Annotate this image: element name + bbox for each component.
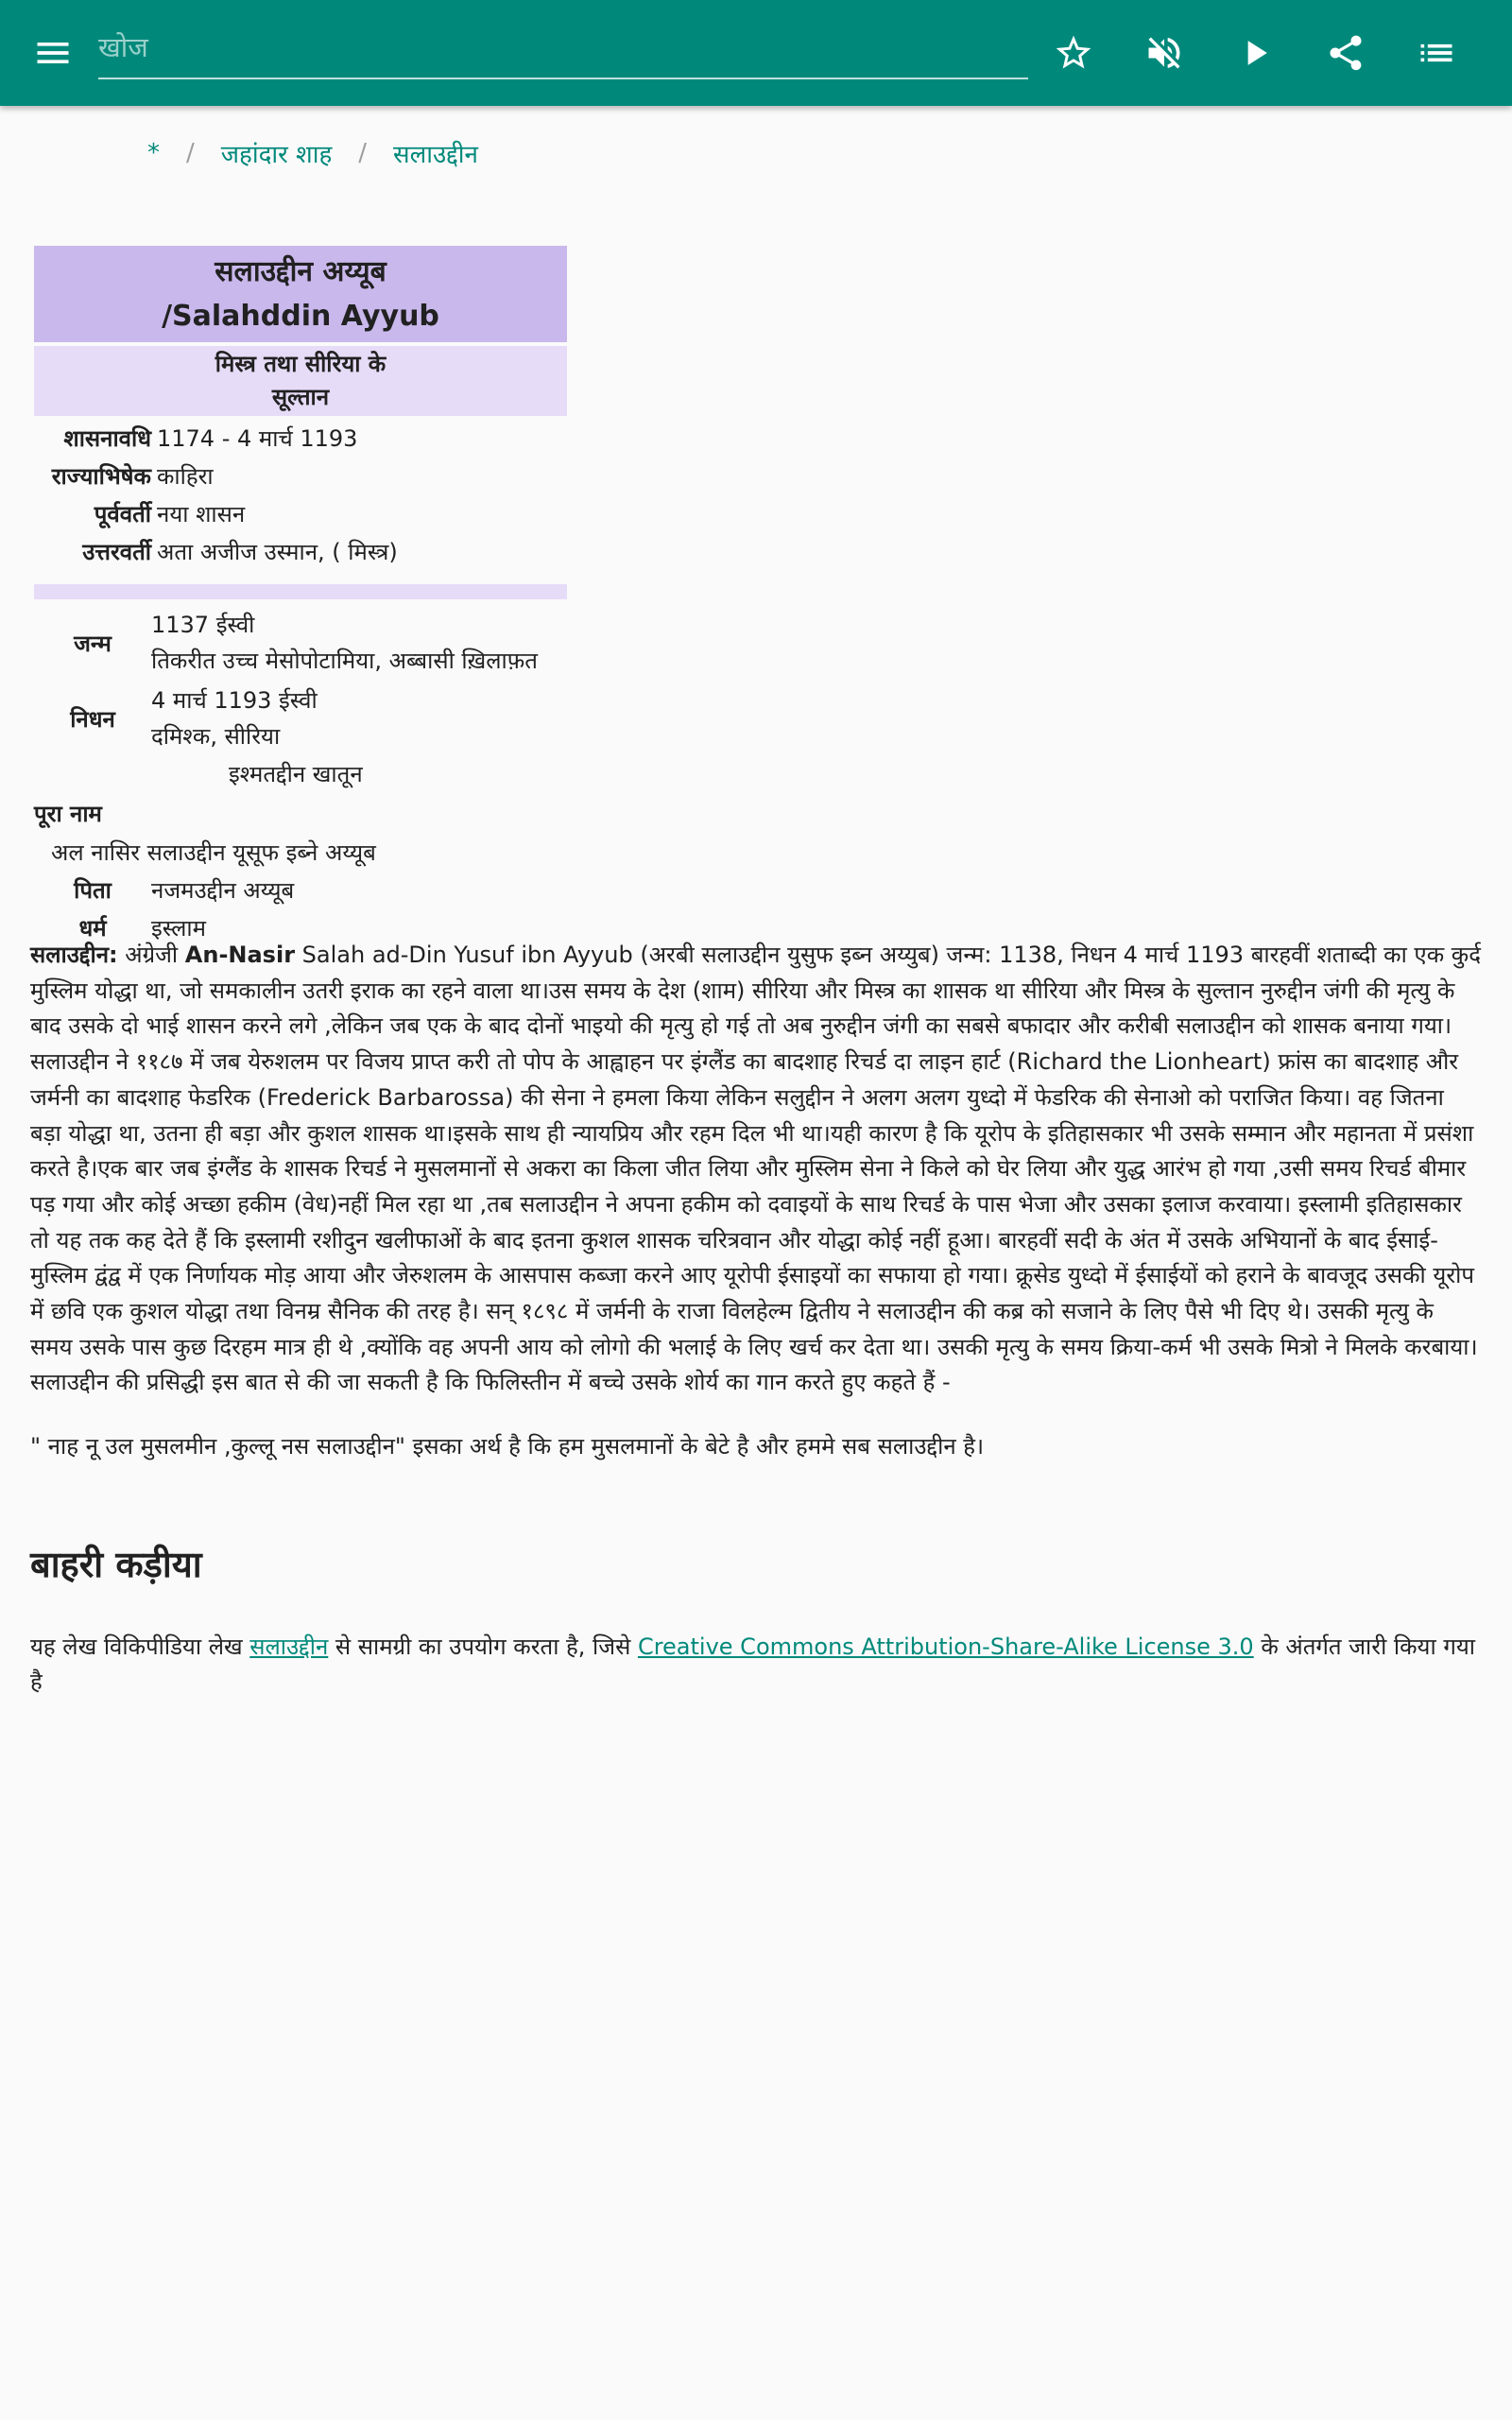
infobox-row-predecessor bbox=[34, 495, 567, 533]
infobox-subtitle-line1: मिस्त्र तथा सीरिया के bbox=[215, 351, 387, 377]
article-quote: " नाह नू उल मुसलमीन ,कुल्लू नस सलाउद्दीन" इसका अर्थ है कि हम मुसलमानों के बेटे है और हममे सब सलाउद्दीन है। bbox=[30, 1433, 985, 1461]
breadcrumb-root-link[interactable]: * bbox=[147, 139, 160, 167]
predecessor-label: पूर्ववर्ती bbox=[94, 501, 151, 527]
fullname-value: अल नासिर सलाउद्दीन यूसूफ इब्ने अय्यूब bbox=[51, 839, 376, 866]
infobox-subtitle-line2: सूल्तान bbox=[271, 384, 330, 410]
infobox-row-coronation bbox=[34, 458, 567, 495]
search-input[interactable] bbox=[98, 21, 1028, 74]
share-icon bbox=[1325, 32, 1366, 74]
star-outline-icon bbox=[1053, 32, 1094, 74]
menu-button[interactable] bbox=[25, 25, 81, 81]
article-paragraph bbox=[30, 938, 1482, 1401]
article-lead-name: An-Nasir bbox=[184, 942, 296, 968]
article-lead-text: अंग्रेजी bbox=[117, 942, 185, 968]
birth-value bbox=[151, 607, 567, 679]
predecessor-value: नया शासन bbox=[157, 501, 246, 527]
death-place: दमिश्क, सीरिया bbox=[151, 723, 281, 750]
app-toolbar bbox=[0, 0, 1512, 106]
infobox-row-father bbox=[34, 872, 567, 909]
religion-value: इस्लाम bbox=[151, 915, 206, 942]
menu-icon bbox=[32, 32, 74, 74]
volume-off-icon bbox=[1143, 32, 1185, 74]
infobox-subtitle bbox=[34, 346, 567, 416]
article-body bbox=[30, 938, 1482, 1465]
mute-button[interactable] bbox=[1136, 25, 1193, 81]
wikipedia-article-link[interactable]: सलाउद्दीन bbox=[249, 1634, 329, 1660]
coronation-label: राज्याभिषेक bbox=[51, 463, 151, 490]
breadcrumb-separator: / bbox=[186, 139, 195, 167]
death-value bbox=[151, 683, 567, 754]
death-label: निधन bbox=[70, 705, 115, 733]
father-label: पिता bbox=[74, 877, 112, 904]
infobox-title bbox=[34, 246, 567, 342]
coronation-value: काहिरा bbox=[157, 463, 214, 490]
play-icon bbox=[1234, 32, 1276, 74]
birth-date: 1137 ईस्वी bbox=[151, 612, 255, 638]
spouse-value: इश्मतद्दीन खातून bbox=[229, 761, 363, 787]
infobox-section-divider bbox=[34, 584, 567, 599]
cc-license-link[interactable]: Creative Commons Attribution-Share-Alike License 3.0 bbox=[637, 1634, 1254, 1660]
infobox bbox=[34, 246, 567, 947]
play-button[interactable] bbox=[1227, 25, 1283, 81]
breadcrumb-current-link[interactable]: सलाउद्दीन bbox=[393, 141, 478, 169]
reign-value: 1174 - 4 मार्च 1193 bbox=[157, 425, 358, 452]
fullname-label: पूरा नाम bbox=[34, 801, 102, 827]
breadcrumb-parent-link[interactable]: जहांदार शाह bbox=[220, 141, 333, 169]
article-body-text: Salah ad-Din Yusuf ibn Ayyub (अरबी सलाउद्दीन युसुफ इब्न अय्युब) जन्म: 1138, निधन 4 मार्च 1193 बारहवीं शताब्दी का एक कुर्द मुस्लिम योद्धा था, जो समकालीन उतरी इराक का रहने वाला था।उस समय के देश (शाम) सीरिया और मिस्त्र का शासक था सीरिया और मिस्त्र के सुल्तान नुरुद्दीन जंगी की मृत्यु के बाद उसके दो भाई शासन करने लगे ,लेकिन जब एक के बाद दोनों भाइयो की मृत्यु हो गई तो अब नुरुद्दीन जंगी का सबसे बफादार और करीबी सलाउद्दीन को शासक बनाया गया। सलाउद्दीन ने ११८७ में जब येरुशलम पर विजय प्राप्त करी तो पोप के आह्वाहन पर इंग्लैंड का बादशाह रिचर्ड दा लाइन हार्ट (Richard the Lionheart) फ्रांस का बादशाह और जर्मनी का बादशाह फेडरिक (Frederick Barbarossa) की सेना ने हमला किया लेकिन सलुद्दीन ने अलग अलग युध्दो में फेडरिक की सेनाओ को पराजित किया। वह जितना बड़ा योद्धा था, उतना ही बड़ा और कुशल शासक था।इसके साथ ही न्यायप्रिय और रहम दिल भी था।यही कारण है कि यूरोप के इतिहासकार भी उसके सम्मान और महानता में प्रसंशा करते है।एक बार जब इंग्लैंड के शासक रिचर्ड ने मुसलमानों से अकरा का किला जीत लिया और मुस्लिम सेना ने किले को घेर लिया और युद्ध आरंभ हो गया ,उसी समय रिचर्ड बीमार पड़ गया और कोई अच्छा हकीम (वेध)नहीं मिल रहा था ,तब सलाउद्दीन ने अपना हकीम को दवाइयों के साथ रिचर्ड के पास भेजा और उसका इलाज करवाया। इस्लामी इतिहासकार तो यह तक कह देते हैं कि इस्लामी रशीदुन खलीफाओं के बाद इतना कुशल शासक चरित्रवान और योद्धा कोई नहीं हूआ। बारहवीं सदी के अंत में उसके अभियानों के बाद ईसाई-मुस्लिम द्वंद्व में एक निर्णायक मोड़ आया और जेरुशलम के आसपास कब्जा करने आए यूरोपी ईसाइयों का सफाया हो गया। क्रूसेड युध्दो में ईसाईयों को हराने के बावजूद उसकी यूरोप में छवि एक कुशल योद्धा तथा विनम्र सैनिक की तरह है। सन् १८९८ में जर्मनी के राजा विलहेल्म द्वितीय ने सलाउद्दीन की कब्र को सजाने के लिए पैसे भी दिए थे। उसकी मृत्यु के समय उसके पास कुछ दिरहम मात्र ही थे ,क्योंकि वह अपनी आय को लोगो की भलाई के लिए खर्च कर देता था। उसकी मृत्यु के समय क्रिया-कर्म भी उसके मित्रो ने मिलके करबाया। सलाउद्दीन की प्रसिद्धी इस बात से की जा सकती है कि फिलिस्तीन में बच्चे उसके शोर्य का गान करते हुए कहते हैं - bbox=[30, 942, 1481, 1396]
religion-label: धर्म bbox=[78, 915, 107, 942]
playlist-icon bbox=[1416, 32, 1457, 74]
infobox-row-reign bbox=[34, 420, 567, 458]
license-text-post: के अंतर्गत जारी किया गया है bbox=[30, 1634, 1475, 1695]
search-box bbox=[98, 21, 1028, 79]
breadcrumb bbox=[147, 136, 478, 170]
article-lead-term: सलाउद्दीन: bbox=[30, 942, 118, 968]
death-date: 4 मार्च 1193 ईस्वी bbox=[151, 687, 318, 714]
infobox-row-birth bbox=[34, 607, 567, 679]
bookmark-button[interactable] bbox=[1045, 25, 1102, 81]
birth-label: जन्म bbox=[74, 630, 112, 657]
father-value: नजमउद्दीन अय्यूब bbox=[151, 877, 295, 904]
birth-place: तिकरीत उच्च मेसोपोटामिया, अब्बासी ख़िलाफ़त bbox=[151, 648, 538, 674]
external-links-heading: बाहरी कड़ीया bbox=[30, 1544, 202, 1585]
infobox-title-line1: सलाउद्दीन अय्यूब bbox=[215, 255, 387, 288]
breadcrumb-separator: / bbox=[358, 139, 368, 167]
share-button[interactable] bbox=[1317, 25, 1374, 81]
successor-value: अता अजीज उस्मान, ( मिस्त्र) bbox=[157, 539, 398, 565]
infobox-title-line2: /Salahddin Ayyub bbox=[162, 300, 439, 333]
infobox-row-successor bbox=[34, 533, 567, 571]
reign-label: शासनावधि bbox=[63, 425, 151, 452]
license-notice bbox=[30, 1630, 1482, 1700]
successor-label: उत्तरवर्ती bbox=[82, 539, 151, 565]
infobox-row-death bbox=[34, 683, 567, 754]
license-text-mid: से सामग्री का उपयोग करता है, जिसे bbox=[328, 1634, 638, 1660]
contents-button[interactable] bbox=[1408, 25, 1465, 81]
license-text-pre: यह लेख विकिपीडिया लेख bbox=[30, 1634, 250, 1660]
